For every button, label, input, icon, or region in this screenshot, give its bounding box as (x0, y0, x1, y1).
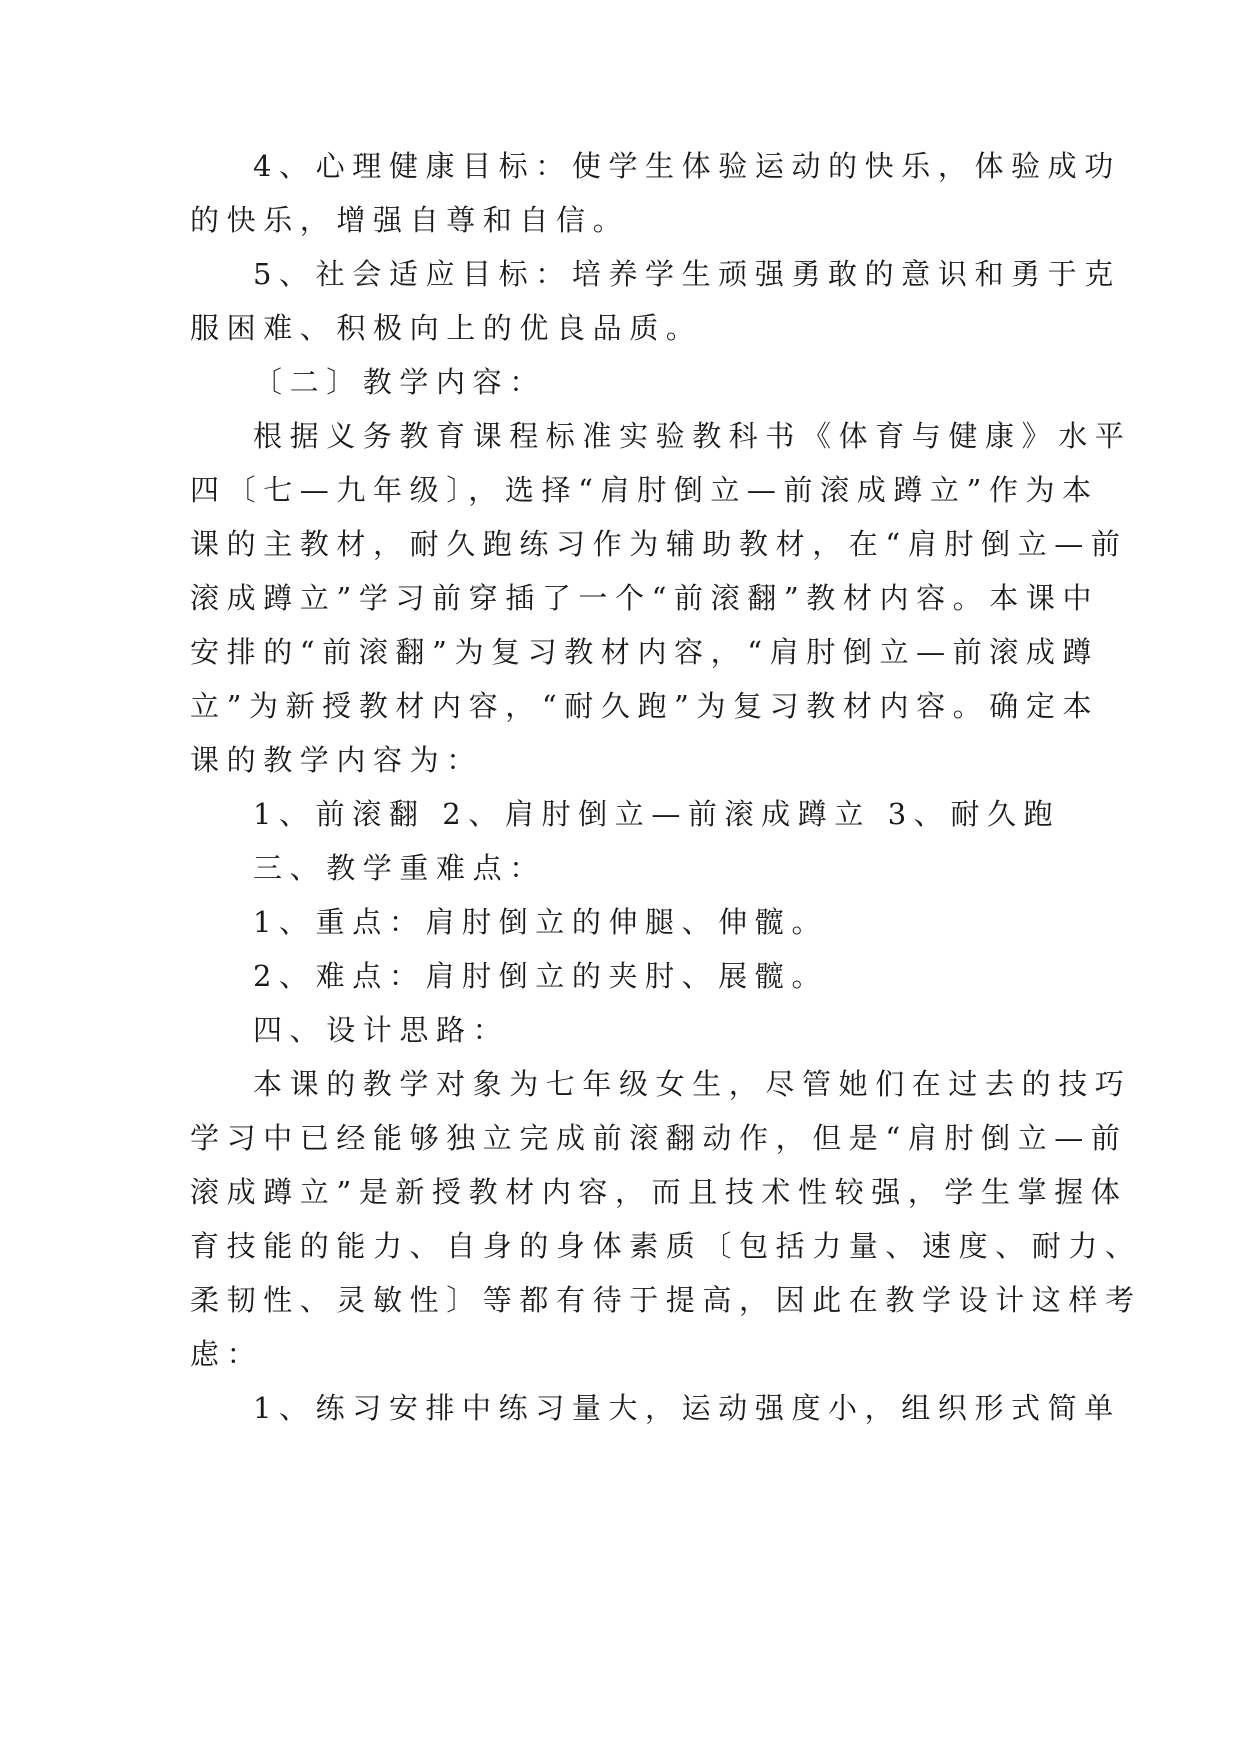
paragraph-line: 滚成蹲立”是新授教材内容，而且技术性较强，学生掌握体 (190, 1175, 1128, 1209)
paragraph-line: 5、社会适应目标：培养学生顽强勇敢的意识和勇于克 (253, 257, 1121, 291)
paragraph-line: 育技能的能力、自身的身体素质〔包括力量、速度、耐力、 (190, 1229, 1142, 1263)
paragraph-line: 课的主教材，耐久跑练习作为辅助教材，在“肩肘倒立—前 (190, 527, 1128, 561)
section-heading: 三、教学重难点： (253, 851, 546, 885)
paragraph-line: 服困难、积极向上的优良品质。 (190, 311, 703, 345)
paragraph-line: 本课的教学对象为七年级女生，尽管她们在过去的技巧 (253, 1067, 1132, 1101)
paragraph-line: 学习中已经能够独立完成前滚翻动作，但是“肩肘倒立—前 (190, 1121, 1128, 1155)
paragraph-line: 滚成蹲立”学习前穿插了一个“前滚翻”教材内容。本课中 (190, 581, 1100, 615)
section-heading: 〔二〕教学内容： (253, 365, 546, 399)
paragraph-line: 的快乐，增强自尊和自信。 (190, 203, 630, 237)
section-heading: 四、设计思路： (253, 1013, 510, 1047)
paragraph-line: 虑： (190, 1337, 264, 1371)
paragraph-line: 四〔七—九年级〕，选择“肩肘倒立—前滚成蹲立”作为本 (190, 473, 1099, 507)
list-item: 1、前滚翻 2、肩肘倒立—前滚成蹲立 3、耐久跑 (253, 797, 1061, 831)
paragraph-line: 课的教学内容为： (190, 743, 483, 777)
list-item: 2、难点：肩肘倒立的夹肘、展髋。 (253, 959, 829, 993)
paragraph-line: 安排的“前滚翻”为复习教材内容，“肩肘倒立—前滚成蹲 (190, 635, 1100, 669)
paragraph-line: 4、心理健康目标：使学生体验运动的快乐，体验成功 (253, 149, 1121, 183)
paragraph-line: 根据义务教育课程标准实验教科书《体育与健康》水平 (253, 419, 1132, 453)
list-item: 1、重点：肩肘倒立的伸腿、伸髋。 (253, 905, 829, 939)
paragraph-line: 柔韧性、灵敏性〕等都有待于提高，因此在教学设计这样考 (190, 1283, 1142, 1317)
list-item: 1、练习安排中练习量大，运动强度小，组织形式简单 (253, 1391, 1121, 1425)
paragraph-line: 立”为新授教材内容，“耐久跑”为复习教材内容。确定本 (190, 689, 1100, 723)
